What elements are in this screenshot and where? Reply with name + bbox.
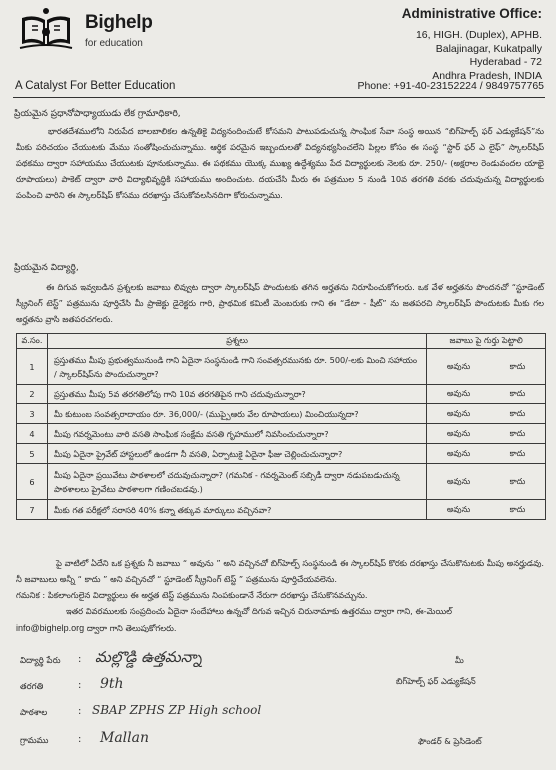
row-number: 5 [17,444,48,464]
school-value[interactable]: SBAP ZPHS ZP High school [92,703,262,717]
eligibility-table [16,333,546,520]
table-row [17,349,546,385]
answer-yes[interactable]: అవును [446,407,471,418]
signature-role: ఫౌండర్ & ప్రెసిడెంట్ [418,736,482,746]
row-number: 4 [17,424,48,444]
column-header-serial: వ.సం. [17,334,48,349]
row-number: 6 [17,464,48,500]
table-row [17,444,546,464]
question-text: మీపు ఏదైనా ప్రయివేటు పాఠశాలలో చదువుచున్నారా? (గమనిక - గవర్నమెంట్ సబ్సిడీ ద్వారా నడుపబడుచున్న పాఠశాలలు ప్రైవేటు పాఠశాలగా గణించబడవు.) [47,464,426,500]
table-row [17,404,546,424]
class-value[interactable]: 9th [100,676,124,692]
answer-no[interactable]: కాదు [509,475,526,486]
answer-yes[interactable]: అవును [446,475,471,486]
answer-options [427,464,546,500]
disabled-note: గమనిక : పికలాంగులైన విద్యార్థులు ఈ అర్హత టెస్ట్ పత్రమును నింపకుండానే నేరుగా దరఖాస్తు చేసుకొనవచ్చును. [16,590,368,600]
student-name-value[interactable]: మల్లొడ్డి ఉత్తమన్నా [95,648,202,666]
answer-no[interactable]: కాదు [509,388,526,398]
class-label: తరగతి [20,682,44,692]
instructions-paragraph: ఈ దిగువ ఇవ్వబడిన ప్రశ్నలకు జవాబు లివ్వుట ద్వారా స్కాలర్‌షిప్ పొందుటకు తగిన అర్హతను నిరూపించుకోగలరు. ఒక వేళ అర్హతను పొందనచో “స్టూడెంట్ స్క్రీనింగ్ టెస్ట్” పత్రమును పూర్తిచేసి మీ ప్రాజెక్టు డైరెక్టరు గారి, ప్రాథమిక కమిటీ మెంబరుకు గాని ఈ “డేటా - షీట్” ను జతపరచి స్కాలర్‌షిప్ పొందుటకు మీకు గల అర్హతను వ్రాసి జతపరచగలరు. [16,282,544,324]
answer-options [427,404,546,424]
answer-yes[interactable]: అవును [446,388,471,398]
answer-options [427,349,546,385]
question-text: మీపు గవర్నమెంటు వారి వసతి సాంఘిక సంక్షేమ వసతి గృహములో నివసించుచున్నారా? [47,424,426,444]
answer-yes[interactable]: అవును [446,503,471,514]
office-title: Administrative Office: [401,6,542,21]
answer-options [427,424,546,444]
signature-org: బిగ్‌హెల్ప్ ఫర్ ఎడ్యుకేషన్ [396,676,476,686]
brand-subtitle: for education [85,38,143,49]
address-line: Andhra Pradesh, INDIA [432,69,542,82]
table-row [17,464,546,500]
row-number: 3 [17,404,48,424]
answer-options [427,444,546,464]
address-line: Hyderabad - 72 [469,56,542,69]
address-line: Balajinagar, Kukatpally [435,42,542,55]
row-number: 7 [17,500,48,520]
salutation-headmaster: ప్రియమైన ప్రధానోపాధ్యాయుడు లేక గ్రామాధికారి, [14,109,181,119]
phone-number: Phone: +91-40-23152224 / 9849757765 [357,80,544,92]
address-line: 16, HIGH. (Duplex), APHB. [415,29,542,41]
village-label: గ్రామము [20,736,49,746]
table-header-row [17,334,546,349]
answer-yes[interactable]: అవును [446,447,471,458]
table-row [17,500,546,520]
scholarship-letter: Bighelp for education A Catalyst For Better Education Administrative Office: 16, HIGH. (Duplex), APHB. Balajinagar, Kukatpally Hyderabad - 72 Andhra Pradesh, INDIA Phone: +91-40-23152224 / 9849757765 ప్రియమైన ప్రధానోపాధ్యాయుడు లేక గ్రామాధికారి, భారతదేశములోని నిరుపేద బాలబాలికల ఉన్నతికై విద్యనందించుటే కోసమని పాటుపడుచున్న సాంఘిక సేవా సంస్థ అయిన “బిగ్‌హెల్ప్ ఫర్ ఎడ్యుకేషన్”ను మీకు పరిచయం చేయుటకు మేము సంతోషించుచున్నాము. ఆర్థిక పరమైన ఇబ్బందులతో విద్యనభ్యసించలేని పిల్లల కోసం ఈ సంస్థ “స్టార్ ఫర్ ఎ లైఫ్” స్కాలర్‌షిప్ పథకము ద్వారా సహాయము చేయుటకు పూనుకున్నాము. ఈ పథకము యొక్క ముఖ్య ఉద్దేశ్యము పేద విద్యార్థులకు నెలకు రూ. 250/- (అక్షరాల రెండువందల యాభై రూపాయలు) పాకెట్ ద్వారా వారి విద్యాభివృద్ధికి సహాయము అందించుట. దయచేసి మీరు ఈ పత్రముల 5 నుండి 10వ తరగతి వరకు చదువుచున్న విద్యార్థులకు పంపించి వారిని ఈ స్కాలర్‌షిప్ కోసము దరఖాస్తు చేసుకోవలసినదిగా కోరుచున్నాము. ప్రియమైన విద్యార్థి, ఈ దిగువ ఇవ్వబడిన ప్రశ్నలకు జవాబు లివ్వుట ద్వారా స్కాలర్‌షిప్ పొందుటకు తగిన అర్హతను నిరూపించుకోగలరు. ఒక వేళ అర్హతను పొందనచో “స్టూడెంట్ స్క్రీనింగ్ టెస్ట్” పత్రమును పూర్తిచేసి మీ ప్రాజెక్టు డైరెక్టరు గారి, ప్రాథమిక కమిటీ మెంబరుకు గాని ఈ “డేటా - షీట్” ను జతపరచి స్కాలర్‌షిప్ పొందుటకు మీకు గల అర్హతను వ్రాసి జతపరచగలరు. వ.సం. ప్రశ్నలు జవాబు పై గుర్తు పెట్టాలి 1 ప్రస్తుతము మీపు ప్రభుత్వమునుండి గాని ఏదైనా సంస్థనుండి గాని సంవత్సరమునకు రూ. 500/-లకు మించి సహాయం / స్కాలర్‌షిప్‌ను పొందుచున్నారా? అవును కాదు 2 ప్రస్తుతము మీపు 5వ తరగతిలోపు గాని 10వ తరగతిపైన గాని చదువుచున్నారా? అవును కాదు 3 మీ కుటుంబ సంవత్సరాదాయం రూ. 36,000/- (ముప్పైఆరు వేల రూపాయలు) మించియున్నదా? అవును కాదు 4 మీపు గవర్నమెంటు వారి వసతి సాంఘిక సంక్షేమ వసతి గృహములో నివసించుచున్నారా? అవును కాదు 5 మీపు ఏదైనా ప్రైవేట్ హాస్టలులో ఉండగా నీ వసతి, ఏర్పాటుకై ఏదైనా ఫీజు చెల్లించుచున్నారా? అవును కాదు 6 మీపు ఏదైనా ప్రయివేటు పాఠశాలలో చదువుచున్నారా? (గమనిక - గవర్నమెంట్ సబ్సిడీ ద్వారా నడుపబడుచున్న పాఠశాలలు ప్రైవేటు పాఠశాలగా గణించబడవు.) అవును కాదు 7 మీకు గత పరీక్షలో సరాసరి 40% కన్నా తక్కువ మార్కులు వచ్చినవా? అవును కాదు పై వాటిలో ఏదేని ఒక ప్రశ్నకు నీ జవాబు “ అవును ” అని వచ్చినచో బిగ్‌హెల్ప్ సంస్థనుండి ఈ స్కాలర్‌షిప్ కొరకు దరఖాస్తు చేసుకొనుటకు మీపు అనర్హుడవు. నీ జవాబులు అన్నీ “ కాదు ” అని వచ్చినచో “ స్టూడెంట్ స్క్రీనింగ్ టెస్ట్ ” పత్రమును పూర్తిచేయవలెను. గమనిక : పికలాంగులైన విద్యార్థులు ఈ అర్హత టెస్ట్ పత్రమును నింపకుండానే నేరుగా దరఖాస్తు చేసుకొనవచ్చును. ఇతర వివరములకు సంప్రదించు ఏదైనా సందేహాలు ఉన్నచో దిగువ ఇచ్చిన చిరునామాకు ఉత్తరము ద్వారా గాని, ఈ-మెయిల్ info@bighelp.org ద్వారా గాని తెలుపుకోగలరు. విద్యార్థి పేరు : మల్లొడ్డి ఉత్తమన్నా తరగతి : 9th పాఠశాల : SBAP ZPHS ZP High school గ్రామము : Mallan మీ బిగ్‌హెల్ప్ ఫర్ ఎడ్యుకేషన్ ఫౌండర్ & ప్రెసిడెంట్ [0,0,556,770]
answer-yes[interactable]: అవును [446,360,471,371]
answer-no[interactable]: కాదు [509,407,526,418]
question-text: మీపు ఏదైనా ప్రైవేట్ హాస్టలులో ఉండగా నీ వసతి, ఏర్పాటుకై ఏదైనా ఫీజు చెల్లించుచున్నారా? [47,444,426,464]
student-name-label: విద్యార్థి పేరు [20,656,61,666]
column-header-answer: జవాబు పై గుర్తు పెట్టాలి [427,334,546,349]
village-value[interactable]: Mallan [100,730,149,746]
office-address [402,5,542,83]
school-label: పాఠశాల [20,708,48,718]
answer-options [427,385,546,404]
eligibility-note: పై వాటిలో ఏదేని ఒక ప్రశ్నకు నీ జవాబు “ అవును ” అని వచ్చినచో బిగ్‌హెల్ప్ సంస్థనుండి ఈ స్కాలర్‌షిప్ కొరకు దరఖాస్తు చేసుకొనుటకు మీపు అనర్హుడవు. నీ జవాబులు అన్నీ “ కాదు ” అని వచ్చినచో “ స్టూడెంట్ స్క్రీనింగ్ టెస్ట్ ” పత్రమును పూర్తిచేయవలెను. [16,558,544,584]
email-link[interactable]: info@bighelp.org [16,623,85,633]
answer-no[interactable]: కాదు [509,360,526,371]
table-row [17,424,546,444]
answer-yes[interactable]: అవును [446,427,471,438]
contact-paragraph: ఇతర వివరములకు సంప్రదించు ఏదైనా సందేహాలు ఉన్నచో దిగువ ఇచ్చిన చిరునామాకు ఉత్తరము ద్వారా గాని, ఈ-మెయిల్ [66,606,452,616]
email-line-tail: ద్వారా గాని తెలుపుకోగలరు. [86,623,177,633]
question-text: మీకు గత పరీక్షలో సరాసరి 40% కన్నా తక్కువ మార్కులు వచ్చినవా? [47,500,426,520]
bighelp-logo-icon [16,6,76,52]
column-header-questions: ప్రశ్నలు [47,334,426,349]
question-text: ప్రస్తుతము మీపు 5వ తరగతిలోపు గాని 10వ తరగతిపైన గాని చదువుచున్నారా? [47,385,426,404]
brand-name: Bighelp [85,12,153,33]
answer-no[interactable]: కాదు [509,427,526,438]
header-divider [13,97,545,98]
intro-paragraph: భారతదేశములోని నిరుపేద బాలబాలికల ఉన్నతికై విద్యనందించుటే కోసమని పాటుపడుచున్న సాంఘిక సేవా సంస్థ అయిన “బిగ్‌హెల్ప్ ఫర్ ఎడ్యుకేషన్”ను మీకు పరిచయం చేయుటకు మేము సంతోషించుచున్నాము. ఆర్థిక పరమైన ఇబ్బందులతో విద్యనభ్యసించలేని పిల్లల కోసం ఈ సంస్థ “స్టార్ ఫర్ ఎ లైఫ్” స్కాలర్‌షిప్ పథకము ద్వారా సహాయము చేయుటకు పూనుకున్నాము. ఈ పథకము యొక్క ముఖ్య ఉద్దేశ్యము పేద విద్యార్థులకు నెలకు రూ. 250/- (అక్షరాల రెండువందల యాభై రూపాయలు) పాకెట్ ద్వారా వారి విద్యాభివృద్ధికి సహాయము అందించుట. దయచేసి మీరు ఈ పత్రముల 5 నుండి 10వ తరగతి వరకు చదువుచున్న విద్యార్థులకు పంపించి వారిని ఈ స్కాలర్‌షిప్ కోసము దరఖాస్తు చేసుకోవలసినదిగా కోరుచున్నాము. [16,126,544,200]
question-text: ప్రస్తుతము మీపు ప్రభుత్వమునుండి గాని ఏదైనా సంస్థనుండి గాని సంవత్సరమునకు రూ. 500/-లకు మించి సహాయం / స్కాలర్‌షిప్‌ను పొందుచున్నారా? [47,349,426,385]
answer-options [427,500,546,520]
table-row [17,385,546,404]
answer-no[interactable]: కాదు [509,447,526,458]
answer-no[interactable]: కాదు [509,503,526,514]
row-number: 2 [17,385,48,404]
question-text: మీ కుటుంబ సంవత్సరాదాయం రూ. 36,000/- (ముప్పైఆరు వేల రూపాయలు) మించియున్నదా? [47,404,426,424]
row-number: 1 [17,349,48,385]
salutation-student: ప్రియమైన విద్యార్థి, [14,263,79,273]
email-line [16,620,544,636]
closing-mi: మీ [455,655,464,665]
tagline: A Catalyst For Better Education [15,80,176,92]
